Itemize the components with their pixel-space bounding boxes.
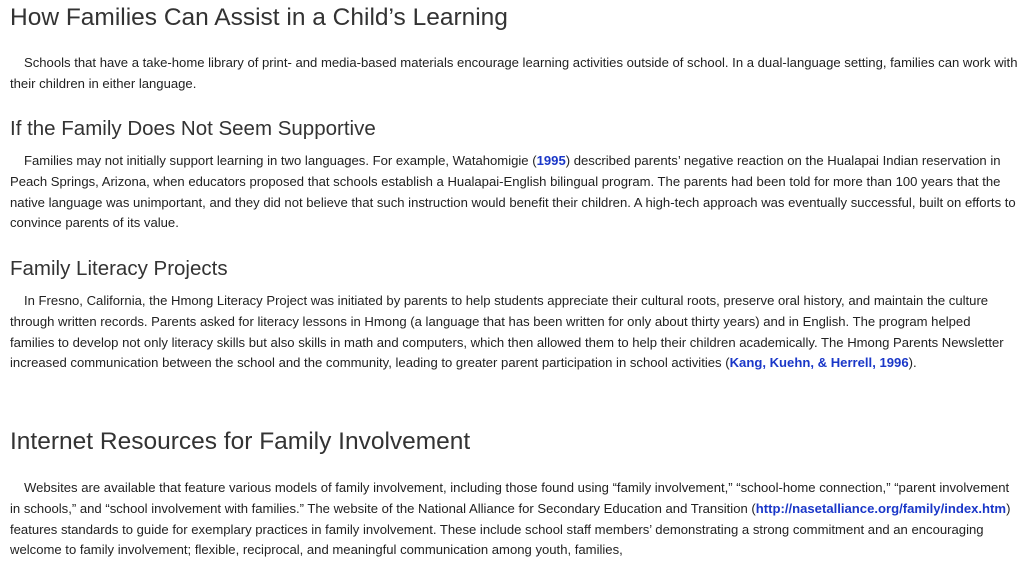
citation-link-kang-kuehn-herrell-1996[interactable]: Kang, Kuehn, & Herrell, 1996 (729, 355, 909, 371)
paragraph-text-before-citation: In Fresno, California, the Hmong Literacy Project was initiated by parents to help students appreciate their cultural roots, preserve oral history, and maintain the culture through written records. Parents asked for literacy lessons in Hmong (a language that has been written for only about thirty years) and in English. The program helped families to develop not only literacy skills but also skills in math and computers, which then allowed them to help their children academically. The Hmong Parents Newsletter increased communication between the school and the community, leading to greater parent participation in school activities ( (10, 293, 1004, 371)
paragraph-text-after-citation: ) described parents’ negative reaction on the Hualapai Indian reservation in Peach Springs, Arizona, when educators proposed that schools establish a Hualapai-English bilingual program. The parents had been told for more than 100 years that the native language was unimportant, and they did not believe that such instruction would benefit their children. A high-tech approach was eventually successful, built on efforts to convince parents of its value. (10, 153, 1016, 231)
section-paragraph-family-not-supportive (10, 151, 1018, 234)
paragraph-text-after-citation: ). (908, 355, 917, 371)
section-heading-family-literacy-projects: Family Literacy Projects (10, 257, 228, 280)
section-heading-internet-resources: Internet Resources for Family Involvement (10, 428, 471, 455)
paragraph-text-before-citation: Families may not initially support learning in two languages. For example, Watahomigie ( (24, 153, 537, 168)
citation-link-watahomigie-1995[interactable]: 1995 (536, 153, 566, 168)
section-paragraph-family-assist: Schools that have a take-home library of print- and media-based materials encourage learning activities outside of school. In a dual-language setting, families can work with their children in either language. (10, 55, 1018, 91)
paragraph-text-after-link: ) features standards to guide for exemplary practices in family involvement. These include school staff members’ demonstrating a strong commitment and an encouraging welcome to family involvement; flexible, reciprocal, and meaningful communication among youth, families, (10, 500, 1011, 558)
nasetalliance-family-link[interactable]: http://nasetalliance.org/family/index.htm (755, 500, 1007, 516)
section-heading-family-assist: How Families Can Assist in a Child’s Learning (10, 4, 508, 31)
section-paragraph-internet-resources (10, 478, 1018, 561)
section-paragraph-family-literacy-projects (10, 291, 1018, 374)
section-heading-family-not-supportive: If the Family Does Not Seem Supportive (10, 117, 376, 140)
paragraph-text-before-link: Websites are available that feature various models of family involvement, including those found using “family involvement,” “school-home connection,” “parent involvement in schools,” and “school involvement with families.” The website of the National Alliance for Secondary Education and Transition ( (10, 480, 1010, 516)
